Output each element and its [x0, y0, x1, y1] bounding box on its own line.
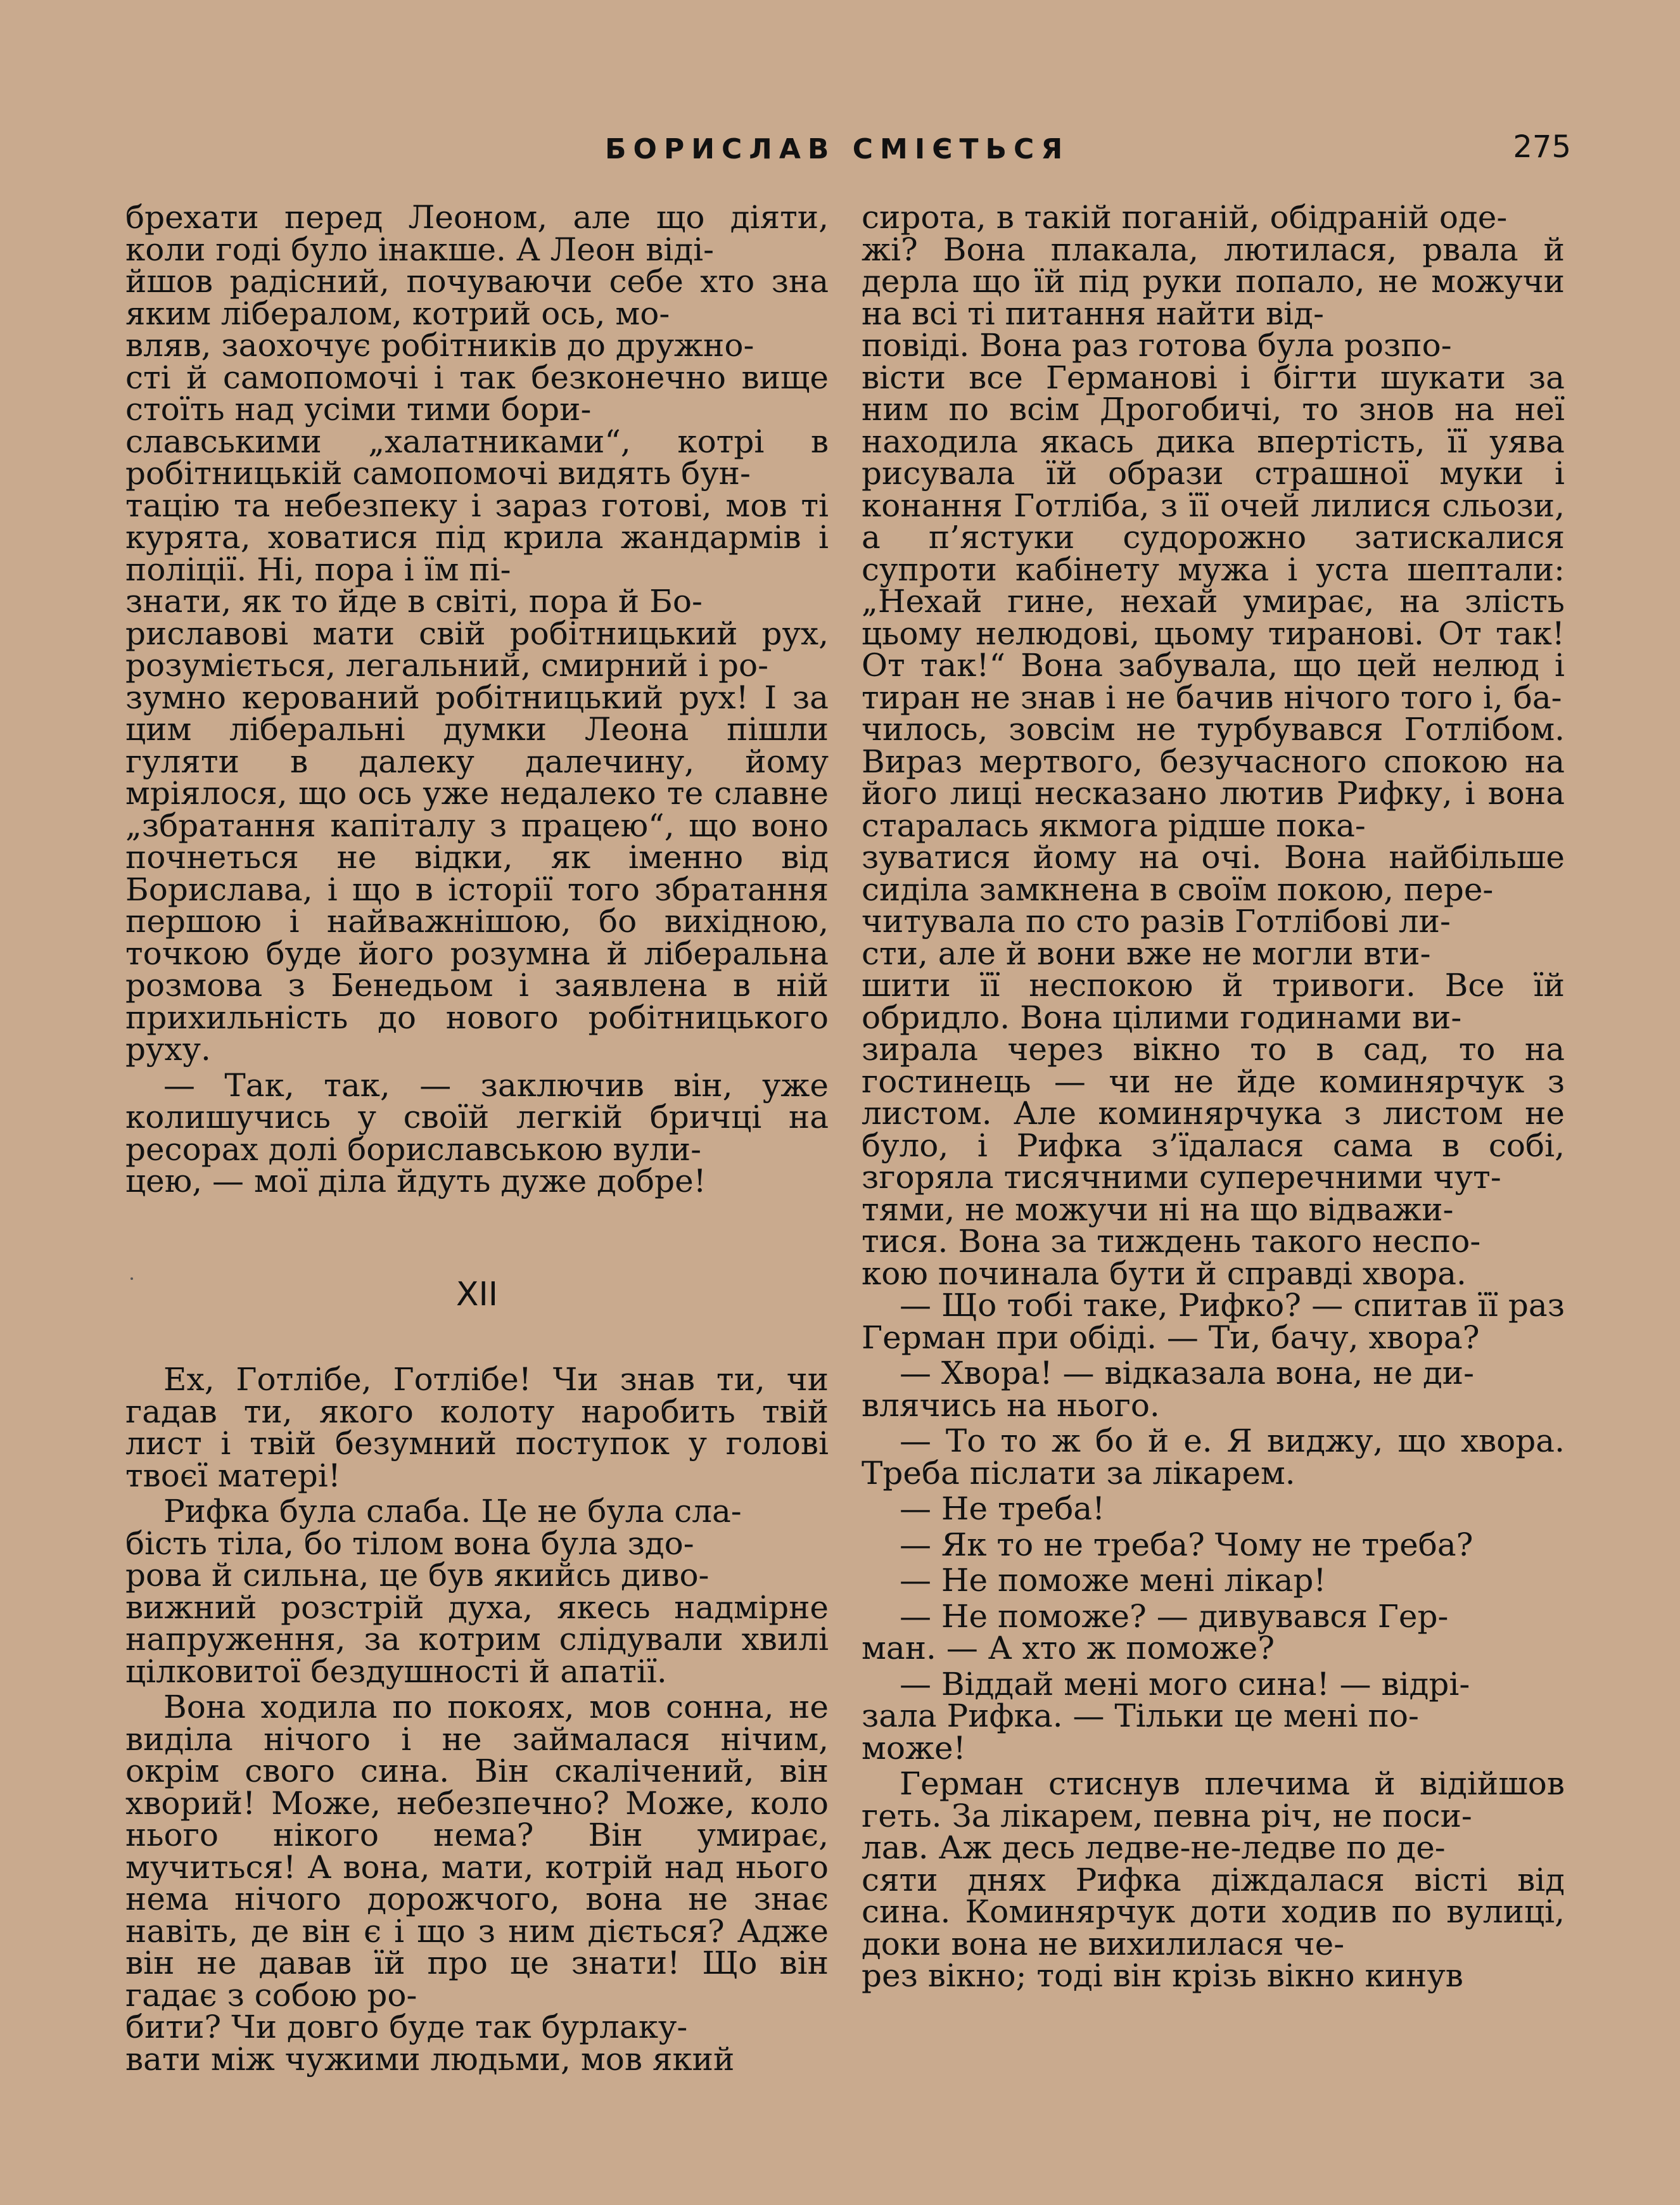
paragraph: Рифка була слаба. Це не була сла- бість тіла, бо тілом вона була здо- рова й сильна, це був якийсь диво- вижний розстрій духа, якесь надмірне напруження, за котрим слідували хвилі цілковитої бездушності й апатії. — [125, 1493, 829, 1690]
dialogue-line: — Не треба! — [900, 1490, 1105, 1527]
paragraph: Вона ходила по покоях, мов сонна, не виділа нічого і не займалася нічим, окрім свого сина. Він скалічений, він хворий! Може, небезпечно? Може, коло нього нікого нема? Він умирає, мучиться! А вона, мати, котрій над нього нема нічого дорожчого, вона не знає навіть, де він є і що з ним діється? Адже він не давав їй про це знати! Що він гадає з собою ро- бити? Чи довго буде так бурлаку- вати між чужими людьми, мов який — [125, 1689, 829, 2078]
chapter-heading: XII — [455, 1275, 499, 1313]
print-speck — [130, 1277, 133, 1280]
page-number: 275 — [1513, 129, 1571, 165]
dialogue-line: — Не поможе? — дивувався Гер- ман. — А хто ж поможе? — [862, 1597, 1449, 1666]
dialogue-line: — Так, так, — заключив він, уже колишучись у своїй легкій бричці на ресорах долі бориславською вули- цею, — мої діла йдуть дуже добре! — [125, 1066, 829, 1199]
paragraph: брехати перед Леоном, але що діяти, коли годі було інакше. А Леон віді- йшов радісний, почуваючи себе хто зна яким лібералом, котрий ось, мо- вляв, заохочує робітників до дружно- сті й самопомочі і так безконечно вище стоїть над усіми тими бори- славськими „халатниками“, котрі в робітницькій самопомочі видять бун- тацію та небезпеку і зараз готові, мов ті курята, ховатися під крила жандармів і поліції. Ні, пора і їм пі- знати, як то йде в світі, пора й Бо- риславові мати свій робітницький рух, розуміється, легальний, смирний і ро- зумно керований робітницький рух! І за цим ліберальні думки Леона пішли гуляти в далеку далечину, йому мріялося, що ось уже недалеко те славне „збратання капіталу з працею“, що воно почнеться не відки, як іменно від Борислава, і що в історії того збратання першою і найважнішою, бо вихідною, точкою буде його розумна й ліберальна розмова з Бенедьом і заявлена в ній прихильність до нового робітницького руху. — [125, 199, 829, 1068]
dialogue-line: — Хвора! — відказала вона, не ди- влячись на нього. — [862, 1355, 1474, 1424]
paragraph: сирота, в такій поганій, обідраній оде- жі? Вона плакала, лютилася, рвала й дерла що їй під руки попало, не можучи на всі ті питання найти від- повіді. Вона раз готова була розпо- вісти все Германові і бігти шукати за ним по всім Дрогобичі, то знов на неї находила якась дика впертість, її уява рисувала їй образи страшної муки і конання Готліба, з її очей лилися сльози, а п’ястуки судорожно затискалися супроти кабінету мужа і уста шептали: „Нехай гине, нехай умирає, на злість цьому нелюдові, цьому тиранові. От так! От так!“ Вона забувала, що цей нелюд і тиран не знав і не бачив нічого того і, ба- чилось, зовсім не турбувався Готлібом. Вираз мертвого, безучасного спокою на його лиці несказано лютив Рифку, і вона старалась якмога рідше пока- зуватися йому на очі. Вона найбільше сиділа замкнена в своїм покою, пере- читувала по сто разів Готлібові ли- сти, але й вони вже не могли вти- шити її неспокою й тривоги. Все їй обридло. Вона цілими годинами ви- зирала через вікно то в сад, то на гостинець — чи не йде коминярчук з листом. Але коминярчука з листом не було, і Рифка з’їдалася сама в собі, згоряла тисячними суперечними чут- тями, не можучи ні на що відважи- тися. Вона за тиждень такого неспо- кою починала бути й справді хвора. — [862, 199, 1565, 1292]
running-title: БОРИСЛАВ СМІЄТЬСЯ — [605, 133, 1070, 165]
left-column — [125, 199, 829, 2078]
dialogue-line: — Не поможе мені лікар! — [900, 1562, 1327, 1599]
dialogue-line: — То то ж бо й е. Я виджу, що хвора. Треба післати за лікарем. — [862, 1422, 1565, 1492]
dialogue-line: — Віддай мені мого сина! — відрі- зала Рифка. — Тільки це мені по- може! — [862, 1665, 1470, 1767]
right-column — [862, 201, 1565, 1992]
paragraph: Герман стиснув плечима й відійшов геть. За лікарем, певна річ, не поси- лав. Аж десь ледве-не-ледве по де- сяти днях Рифка діждалася вісті від сина. Коминярчук доти ходив по вулиці, доки вона не вихилилася че- рез вікно; тоді він крізь вікно кинув — [862, 1765, 1565, 1994]
dialogue-line: — Як то не треба? Чому не треба? — [900, 1526, 1473, 1563]
page-header — [0, 129, 1680, 171]
paragraph: Ех, Готлібе, Готлібе! Чи знав ти, чи гадав ти, якого колоту наробить твій лист і твій безумний поступок у голові твоєї матері! — [125, 1361, 829, 1494]
dialogue-line: — Що тобі таке, Рифко? — спитав її раз Герман при обіді. — Ти, бачу, хвора? — [862, 1287, 1565, 1356]
